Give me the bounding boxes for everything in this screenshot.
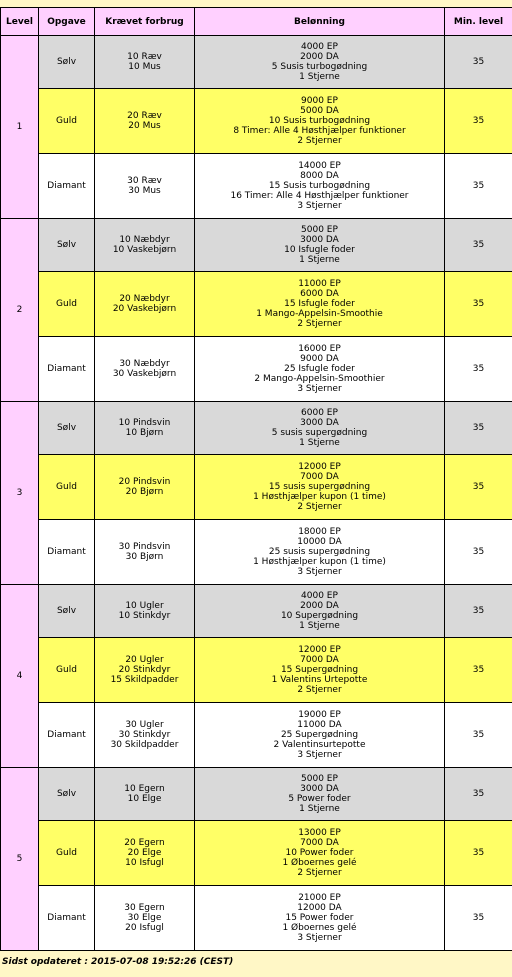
reward-cell: [195, 821, 445, 886]
reward-cell: [195, 703, 445, 768]
reward-cell: [195, 585, 445, 638]
reward-line: 5000 DA: [300, 106, 339, 116]
reward-line: 15 Power foder: [285, 913, 354, 923]
reward-cell: [195, 219, 445, 272]
required-line: 30 Ugler: [125, 720, 164, 730]
min-level-cell: 35: [445, 585, 512, 638]
reward-line: 15 susis supergødning: [268, 482, 371, 492]
reward-line: 6000 DA: [300, 289, 339, 299]
required-line: 30 Pindsvin: [118, 542, 171, 552]
table-row: [1, 89, 512, 154]
level-cell: 2: [1, 219, 39, 402]
reward-line: 3 Stjerner: [297, 384, 342, 394]
reward-cell: [195, 886, 445, 951]
reward-line: 9000 DA: [300, 354, 339, 364]
reward-line: 12000 EP: [298, 645, 341, 655]
reward-line: 12000 EP: [298, 462, 341, 472]
required-line: 20 Ugler: [125, 655, 164, 665]
task-type-cell: Guld: [39, 272, 95, 337]
required-cell: [95, 89, 195, 154]
reward-line: 2 Stjerner: [297, 685, 342, 695]
task-type-cell: Diamant: [39, 520, 95, 585]
table-row: [1, 585, 512, 638]
reward-line: 3 Stjerner: [297, 201, 342, 211]
required-cell: [95, 821, 195, 886]
reward-line: 2 Stjerner: [297, 136, 342, 146]
min-level-cell: 35: [445, 703, 512, 768]
reward-line: 7000 DA: [300, 472, 339, 482]
reward-line: 8 Timer: Alle 4 Høsthjælper funktioner: [233, 126, 406, 136]
reward-line: 8000 DA: [300, 171, 339, 181]
table-row: [1, 821, 512, 886]
reward-line: 3 Stjerner: [297, 750, 342, 760]
required-line: 20 Bjørn: [125, 487, 164, 497]
level-cell: 1: [1, 36, 39, 219]
reward-line: 5 Power foder: [288, 794, 351, 804]
reward-cell: [195, 36, 445, 89]
required-line: 20 Elge: [127, 848, 162, 858]
task-type-cell: Sølv: [39, 36, 95, 89]
task-type-cell: Guld: [39, 638, 95, 703]
required-cell: [95, 36, 195, 89]
reward-line: 2000 DA: [300, 52, 339, 62]
reward-cell: [195, 520, 445, 585]
required-line: 20 Næbdyr: [119, 294, 170, 304]
task-type-cell: Sølv: [39, 219, 95, 272]
required-cell: [95, 585, 195, 638]
required-line: 10 Elge: [127, 794, 162, 804]
level-cell: 4: [1, 585, 39, 768]
required-line: 20 Mus: [128, 121, 161, 131]
reward-line: 1 Valentins Urtepotte: [271, 675, 368, 685]
required-line: 15 Skildpadder: [110, 675, 179, 685]
reward-line: 2 Stjerner: [297, 502, 342, 512]
required-cell: [95, 337, 195, 402]
required-line: 20 Isfugl: [125, 923, 164, 933]
reward-line: 25 Supergødning: [280, 730, 359, 740]
table-row: [1, 520, 512, 585]
required-cell: [95, 402, 195, 455]
required-line: 20 Pindsvin: [118, 477, 171, 487]
required-cell: [95, 703, 195, 768]
min-level-cell: 35: [445, 768, 512, 821]
required-cell: [95, 154, 195, 219]
header-task: Opgave: [39, 8, 95, 36]
reward-line: 14000 EP: [298, 161, 341, 171]
task-type-cell: Sølv: [39, 585, 95, 638]
reward-line: 7000 DA: [300, 655, 339, 665]
table-row: [1, 638, 512, 703]
task-type-cell: Diamant: [39, 337, 95, 402]
min-level-cell: 35: [445, 219, 512, 272]
reward-line: 10 Isfugle foder: [284, 245, 355, 255]
reward-line: 3000 DA: [300, 235, 339, 245]
min-level-cell: 35: [445, 154, 512, 219]
table-row: [1, 455, 512, 520]
required-line: 30 Næbdyr: [119, 359, 170, 369]
required-cell: [95, 520, 195, 585]
required-line: 30 Stinkdyr: [118, 730, 171, 740]
rewards-table: [0, 7, 512, 951]
header-reward: Belønning: [195, 8, 445, 36]
min-level-cell: 35: [445, 89, 512, 154]
min-level-cell: 35: [445, 520, 512, 585]
required-line: 20 Stinkdyr: [118, 665, 171, 675]
header-min-level: Min. level: [445, 8, 512, 36]
reward-line: 25 Isfugle foder: [284, 364, 355, 374]
required-line: 30 Egern: [124, 903, 165, 913]
level-cell: 5: [1, 768, 39, 951]
reward-line: 1 Høsthjælper kupon (1 time): [253, 557, 386, 567]
task-type-cell: Guld: [39, 89, 95, 154]
task-type-cell: Diamant: [39, 703, 95, 768]
min-level-cell: 35: [445, 455, 512, 520]
reward-line: 25 susis supergødning: [268, 547, 371, 557]
required-line: 10 Ugler: [125, 601, 164, 611]
reward-line: 11000 DA: [297, 720, 342, 730]
reward-line: 4000 EP: [301, 42, 338, 52]
reward-line: 15 Supergødning: [280, 665, 359, 675]
reward-line: 2 Valentinsurtepotte: [273, 740, 366, 750]
task-type-cell: Diamant: [39, 154, 95, 219]
reward-line: 11000 EP: [298, 279, 341, 289]
required-cell: [95, 455, 195, 520]
table-row: [1, 154, 512, 219]
reward-line: 1 Øboernes gelé: [282, 923, 357, 933]
reward-line: 18000 EP: [298, 527, 341, 537]
task-type-cell: Guld: [39, 455, 95, 520]
reward-line: 15 Isfugle foder: [284, 299, 355, 309]
required-line: 30 Elge: [127, 913, 162, 923]
reward-line: 6000 EP: [301, 408, 338, 418]
task-type-cell: Sølv: [39, 768, 95, 821]
required-line: 10 Ræv: [127, 52, 162, 62]
reward-line: 7000 DA: [300, 838, 339, 848]
reward-cell: [195, 402, 445, 455]
required-cell: [95, 886, 195, 951]
required-cell: [95, 638, 195, 703]
reward-line: 5 susis supergødning: [271, 428, 368, 438]
reward-line: 3 Stjerner: [297, 567, 342, 577]
required-line: 30 Vaskebjørn: [112, 369, 177, 379]
reward-line: 16 Timer: Alle 4 Høsthjælper funktioner: [230, 191, 409, 201]
required-line: 10 Mus: [128, 62, 161, 72]
reward-line: 2000 DA: [300, 601, 339, 611]
task-type-cell: Sølv: [39, 402, 95, 455]
header-row: [1, 8, 512, 36]
table-row: [1, 703, 512, 768]
required-line: 10 Stinkdyr: [118, 611, 171, 621]
table-body: [1, 36, 512, 951]
reward-cell: [195, 638, 445, 703]
required-line: 20 Ræv: [127, 111, 162, 121]
required-line: 10 Isfugl: [125, 858, 164, 868]
reward-line: 10 Susis turbogødning: [268, 116, 371, 126]
last-updated: Sidst opdateret : 2015-07-08 19:52:26 (CEST): [2, 957, 234, 967]
required-line: 10 Bjørn: [125, 428, 164, 438]
task-type-cell: Diamant: [39, 886, 95, 951]
required-cell: [95, 768, 195, 821]
table-row: [1, 886, 512, 951]
table-row: [1, 36, 512, 89]
min-level-cell: 35: [445, 36, 512, 89]
reward-line: 5000 EP: [301, 774, 338, 784]
reward-line: 4000 EP: [301, 591, 338, 601]
header-level: Level: [1, 8, 39, 36]
reward-line: 19000 EP: [298, 710, 341, 720]
required-cell: [95, 272, 195, 337]
reward-line: 5 Susis turbogødning: [271, 62, 368, 72]
reward-line: 1 Høsthjælper kupon (1 time): [253, 492, 386, 502]
reward-cell: [195, 154, 445, 219]
reward-line: 2 Stjerner: [297, 868, 342, 878]
reward-line: 1 Stjerne: [299, 255, 340, 265]
reward-line: 13000 EP: [298, 828, 341, 838]
reward-line: 10 Power foder: [285, 848, 354, 858]
reward-cell: [195, 89, 445, 154]
table-row: [1, 219, 512, 272]
reward-line: 12000 DA: [297, 903, 342, 913]
reward-line: 10 Supergødning: [280, 611, 359, 621]
required-cell: [95, 219, 195, 272]
min-level-cell: 35: [445, 272, 512, 337]
table-row: [1, 402, 512, 455]
min-level-cell: 35: [445, 337, 512, 402]
required-line: 30 Ræv: [127, 176, 162, 186]
reward-line: 3000 DA: [300, 418, 339, 428]
reward-line: 5000 EP: [301, 225, 338, 235]
reward-line: 1 Stjerne: [299, 72, 340, 82]
reward-line: 2 Mango-Appelsin-Smoothier: [254, 374, 385, 384]
required-line: 10 Næbdyr: [119, 235, 170, 245]
required-line: 10 Egern: [124, 784, 165, 794]
min-level-cell: 35: [445, 886, 512, 951]
min-level-cell: 35: [445, 821, 512, 886]
required-line: 30 Skildpadder: [110, 740, 179, 750]
reward-line: 15 Susis turbogødning: [268, 181, 371, 191]
reward-line: 1 Øboernes gelé: [282, 858, 357, 868]
required-line: 10 Pindsvin: [118, 418, 171, 428]
reward-line: 1 Stjerne: [299, 621, 340, 631]
reward-cell: [195, 768, 445, 821]
table-row: [1, 768, 512, 821]
table-row: [1, 272, 512, 337]
reward-line: 10000 DA: [297, 537, 342, 547]
min-level-cell: 35: [445, 638, 512, 703]
table-row: [1, 337, 512, 402]
reward-line: 1 Mango-Appelsin-Smoothie: [256, 309, 383, 319]
required-line: 20 Vaskebjørn: [112, 304, 177, 314]
reward-line: 3000 DA: [300, 784, 339, 794]
reward-line: 1 Stjerne: [299, 438, 340, 448]
reward-line: 9000 EP: [301, 96, 338, 106]
reward-line: 16000 EP: [298, 344, 341, 354]
reward-line: 3 Stjerner: [297, 933, 342, 943]
required-line: 30 Mus: [128, 186, 161, 196]
required-line: 20 Egern: [124, 838, 165, 848]
reward-line: 1 Stjerne: [299, 804, 340, 814]
reward-line: 21000 EP: [298, 893, 341, 903]
reward-cell: [195, 337, 445, 402]
required-line: 10 Vaskebjørn: [112, 245, 177, 255]
reward-line: 2 Stjerner: [297, 319, 342, 329]
reward-cell: [195, 272, 445, 337]
required-line: 30 Bjørn: [125, 552, 164, 562]
task-type-cell: Guld: [39, 821, 95, 886]
header-required: Krævet forbrug: [95, 8, 195, 36]
level-cell: 3: [1, 402, 39, 585]
reward-cell: [195, 455, 445, 520]
min-level-cell: 35: [445, 402, 512, 455]
